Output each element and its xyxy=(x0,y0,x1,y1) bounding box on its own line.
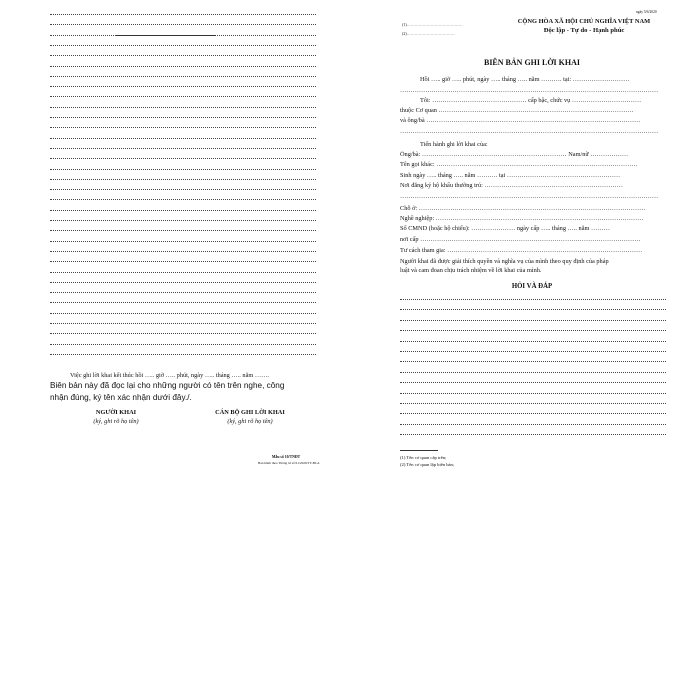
confirmation-line-2: nhận đúng, ký tên xác nhận dưới đây./. xyxy=(50,393,192,402)
writing-line xyxy=(50,333,316,334)
form-line: Người khai đã được giải thích quyền và nghĩa vụ của mình theo quy định của pháp xyxy=(400,258,609,265)
writing-line xyxy=(50,199,316,200)
writing-line xyxy=(50,282,316,283)
answer-line xyxy=(400,424,666,425)
writing-line xyxy=(50,179,316,180)
form-line: Tiến hành ghi lời khai của: xyxy=(420,141,488,148)
writing-line xyxy=(50,127,316,128)
writing-line xyxy=(50,189,316,190)
right-page xyxy=(396,0,668,470)
agency-field-2: (2)……………………………… xyxy=(402,31,455,36)
answer-line xyxy=(400,361,666,362)
signature-title-declarant: NGƯỜI KHAI xyxy=(95,409,137,416)
form-line: Số CMND (hoặc hộ chiếu): ………………… ngày cấp ….. tháng ….. năm ……… xyxy=(400,225,610,232)
writing-line xyxy=(50,66,316,67)
answer-line xyxy=(400,393,666,394)
answer-line xyxy=(400,309,666,310)
writing-line xyxy=(50,354,316,355)
form-line: Tôi: ……………………………………… cấp bậc, chức vụ …………………………… xyxy=(420,97,642,104)
writing-line xyxy=(50,76,316,77)
form-line: …………………………………………………………………………………………………………… xyxy=(400,128,659,135)
form-line: và ông/bà ………………………………………………………………………………………… xyxy=(400,117,641,124)
republic-heading: CỘNG HÒA XÃ HỘI CHỦ NGHĨA VIỆT NAM xyxy=(517,18,651,25)
confirmation-line-1: Biên bản này đã đọc lại cho những người có tên trên nghe, công xyxy=(50,381,285,390)
date-note: ngày 5/6/2020 xyxy=(636,10,657,14)
writing-line xyxy=(50,107,316,108)
writing-line xyxy=(50,45,316,46)
writing-line xyxy=(50,55,316,56)
writing-line xyxy=(50,272,316,273)
signature-note-declarant: (ký, ghi rõ họ tên) xyxy=(93,418,139,425)
answer-line xyxy=(400,403,666,404)
writing-line xyxy=(50,251,316,252)
underline-segment xyxy=(116,35,216,36)
form-line: Ông/bà: …………………………………………………………… Nam/nữ ……………… xyxy=(400,151,629,158)
motto: Độc lập - Tự do - Hạnh phúc xyxy=(543,27,625,34)
form-line: Tên gọi khác: …………………………………………………………………………………… xyxy=(400,161,638,168)
answer-line xyxy=(400,372,666,373)
answer-line xyxy=(400,299,666,300)
form-line: Nơi đăng ký hộ khẩu thường trú: ………………………………………………………… xyxy=(400,182,623,189)
signature-note-officer: (ký, ghi rõ họ tên) xyxy=(227,418,273,425)
left-page xyxy=(40,0,322,480)
form-line: Chỗ ở: ……………………………………………………………………………………………… xyxy=(400,205,646,212)
signature-title-officer: CÁN BỘ GHI LỜI KHAI xyxy=(215,409,285,416)
qa-heading: HỎI VÀ ĐÁP xyxy=(511,283,553,290)
form-line: Hồi ….. giờ ….. phút, ngày ….. tháng ….. năm ………. tại: ……………………… xyxy=(420,76,630,83)
answer-line xyxy=(400,330,666,331)
writing-line xyxy=(50,292,316,293)
footnote-rule xyxy=(400,450,438,451)
form-source: Ban hành theo Thông tư số 61/2020/TT-BCA xyxy=(258,461,320,465)
writing-line xyxy=(50,14,316,15)
writing-line xyxy=(50,96,316,97)
answer-line xyxy=(400,351,666,352)
writing-line xyxy=(50,261,316,262)
form-line: nơi cấp …………………………………………………………………………………………… xyxy=(400,236,641,243)
agency-field-1: (1)…………………………………… xyxy=(402,22,463,27)
writing-line xyxy=(50,210,316,211)
writing-line xyxy=(50,230,316,231)
answer-line xyxy=(400,413,666,414)
answer-line xyxy=(400,320,666,321)
form-line: …………………………………………………………………………………………………………… xyxy=(400,193,659,200)
answer-line xyxy=(400,434,666,435)
writing-line xyxy=(50,86,316,87)
footnote-2: (2) Tên cơ quan lập biên bản; xyxy=(400,462,455,467)
writing-line xyxy=(50,241,316,242)
writing-line xyxy=(50,148,316,149)
form-line: Nghề nghiệp: ……………………………………………………………………………………… xyxy=(400,215,644,222)
writing-line xyxy=(50,220,316,221)
writing-line xyxy=(50,313,316,314)
footnote-1: (1) Tên cơ quan cấp trên; xyxy=(400,455,447,460)
writing-line xyxy=(50,344,316,345)
writing-line xyxy=(50,117,316,118)
form-line: Tư cách tham gia: ………………………………………………………………………………… xyxy=(400,247,643,254)
writing-line xyxy=(50,169,316,170)
form-line: …………………………………………………………………………………………………………… xyxy=(400,87,659,94)
writing-line xyxy=(50,302,316,303)
form-code: Mẫu số 10/TNĐT xyxy=(271,455,301,459)
answer-line xyxy=(400,341,666,342)
answer-line xyxy=(400,382,666,383)
writing-line xyxy=(50,323,316,324)
form-line: thuộc Cơ quan ………………………………………………………………………………… xyxy=(400,107,634,114)
closing-line: Việc ghi lời khai kết thúc hồi ….. giờ ….. phút, ngày ….. tháng ….. năm ……. xyxy=(70,372,270,379)
document-title: BIÊN BẢN GHI LỜI KHAI xyxy=(483,58,581,67)
form-line: luật và cam đoan chịu trách nhiệm về lời khai của mình. xyxy=(400,267,542,274)
form-line: Sinh ngày ….. tháng ….. năm ………. tại ……………………………………………… xyxy=(400,172,621,179)
writing-line xyxy=(50,158,316,159)
writing-line xyxy=(50,138,316,139)
writing-line xyxy=(50,24,316,25)
